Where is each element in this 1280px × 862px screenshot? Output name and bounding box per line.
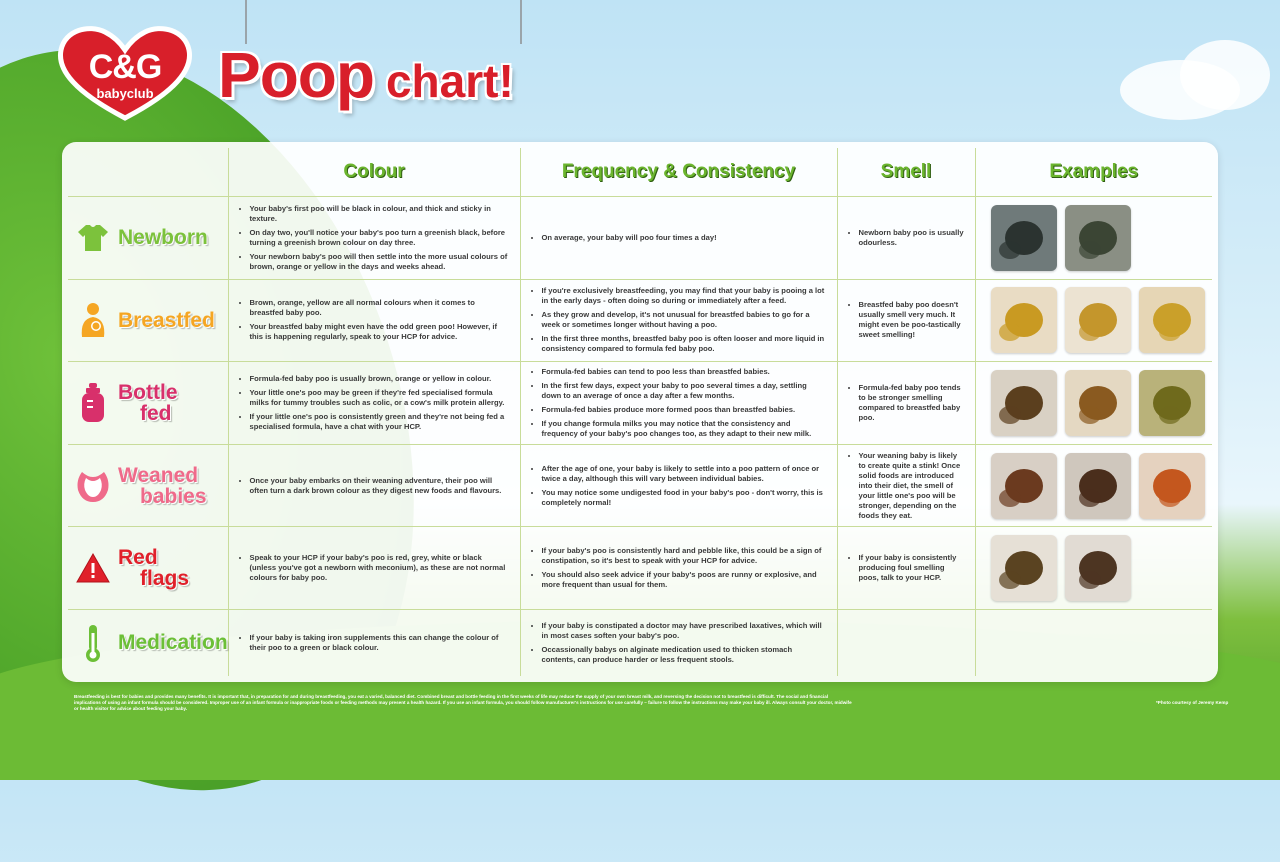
colour-cell	[228, 527, 520, 610]
example-photo	[991, 287, 1057, 353]
smell-list	[839, 383, 974, 423]
logo	[55, 22, 195, 122]
frequency-point: • You should also seek advice if your baby's poos are runny or explosive, and more frequent than usual for them.	[542, 570, 828, 590]
colour-point: • If your baby is taking iron supplements this can change the colour of their poo to a green or black colour.	[250, 633, 511, 653]
category-cell	[68, 527, 228, 610]
examples-cell	[975, 279, 1212, 362]
example-photo	[1139, 453, 1205, 519]
chart-row-bottlefed	[68, 362, 1212, 445]
hanger-string	[520, 0, 522, 44]
colour-cell	[228, 444, 520, 527]
frequency-point: • On average, your baby will poo four times a day!	[542, 233, 828, 243]
footer-disclaimer: Breastfeeding is best for babies and provides many benefits. It is important that, in preparation for and during breastfeeding, you eat a varied, balanced diet. Combined breast and bottle feeding in the first weeks of life may reduce the supply of your own breast milk, and reversing the decision not to breastfeed is difficult. The social and financial implications of using an infant formula should be considered. Improper use of an infant formula or inappropriate foods or feeding methods may present a health hazard. If you use an infant formula, you should follow manufacturer's instructions for use carefully – failure to follow the instructions may make your baby ill. Always consult your doctor, midwife or health visitor for advice about feeding your baby.	[74, 694, 852, 711]
smell-cell	[837, 362, 975, 445]
frequency-point: • If your baby's poo is consistently hard and pebble like, this could be a sign of constipation, so it's best to speak with your HCP for advice.	[542, 546, 828, 566]
example-photo	[991, 205, 1057, 271]
frequency-point: • If you're exclusively breastfeeding, you may find that your baby is pooing a lot in the early days - often doing so during or immediately after a feed.	[542, 286, 828, 306]
colour-cell	[228, 279, 520, 362]
colour-point: • Once your baby embarks on their weaning adventure, their poo will often turn a dark brown colour as they digest new foods and flavours.	[250, 476, 511, 496]
colour-list	[230, 374, 519, 432]
colour-point: • If your little one's poo is consistently green and they're not being fed a specialised formula, have a chat with your HCP.	[250, 412, 511, 432]
example-photo	[1139, 370, 1205, 436]
frequency-point: • Formula-fed babies can tend to poo less than breastfed babies.	[542, 367, 828, 377]
example-photo	[1139, 287, 1205, 353]
page-title	[218, 38, 514, 118]
smell-point: • Formula-fed baby poo tends to be stronger smelling compared to breastfed baby poo.	[859, 383, 966, 423]
header-empty	[68, 148, 228, 197]
colour-point: • Formula-fed baby poo is usually brown, orange or yellow in colour.	[250, 374, 511, 384]
colour-cell	[228, 609, 520, 676]
examples-cell	[975, 362, 1212, 445]
colour-point: • Your baby's first poo will be black in colour, and thick and sticky in texture.	[250, 204, 511, 224]
category-cell	[68, 362, 228, 445]
bottle-icon	[76, 383, 110, 423]
frequency-list	[522, 546, 836, 590]
frequency-list	[522, 286, 836, 354]
colour-cell	[228, 362, 520, 445]
warning-icon	[76, 548, 110, 588]
frequency-list	[522, 367, 836, 439]
frequency-point: • If you change formula milks you may notice that the consistency and frequency of your baby's poo changes too, as they adapt to their new milk.	[542, 419, 828, 439]
colour-point: • Your newborn baby's poo will then settle into the more usual colours of brown, orange or yellow in the days and weeks ahead.	[250, 252, 511, 272]
smell-cell	[837, 527, 975, 610]
bib-icon	[76, 466, 110, 506]
example-photo	[1065, 205, 1131, 271]
example-photo	[991, 535, 1057, 601]
colour-list	[230, 553, 519, 583]
category-label	[118, 465, 207, 507]
smell-list	[839, 553, 974, 583]
category-label-line: Weaned	[118, 463, 199, 487]
frequency-point: • Formula-fed babies produce more formed poos than breastfed babies.	[542, 405, 828, 415]
category-label-line: Newborn	[118, 226, 208, 250]
smell-point: • Breastfed baby poo doesn't usually smell very much. It might even be poo-tastically sweet smelling!	[859, 300, 966, 340]
frequency-cell	[520, 444, 837, 527]
category-label-line: Red	[118, 546, 158, 570]
frequency-cell	[520, 197, 837, 280]
smell-point: • If your baby is consistently producing foul smelling poos, talk to your HCP.	[859, 553, 966, 583]
colour-list	[230, 204, 519, 272]
category-label	[118, 382, 178, 424]
frequency-cell	[520, 609, 837, 676]
category-label	[118, 227, 208, 248]
category-label-line: Breastfed	[118, 308, 215, 332]
smell-list	[839, 451, 974, 521]
example-photo	[1065, 453, 1131, 519]
example-photo	[991, 453, 1057, 519]
logo-wordmark: C&G	[88, 48, 162, 86]
smell-cell	[837, 279, 975, 362]
examples-cell	[975, 444, 1212, 527]
cloud	[1180, 40, 1270, 110]
frequency-point: • After the age of one, your baby is likely to settle into a poo pattern of once or twice a day, although this will vary between individual babies.	[542, 464, 828, 484]
colour-list	[230, 298, 519, 342]
frequency-list	[522, 621, 836, 665]
example-photo	[991, 370, 1057, 436]
category-label-line: Bottle	[118, 380, 178, 404]
frequency-cell	[520, 362, 837, 445]
smell-cell	[837, 609, 975, 676]
colour-point: • On day two, you'll notice your baby's poo turn a greenish black, before turning a greenish brown colour on day three.	[250, 228, 511, 248]
smell-cell	[837, 444, 975, 527]
title-word-chart: chart!	[385, 55, 514, 107]
column-header-examples: Examples	[975, 148, 1212, 197]
examples-cell	[975, 197, 1212, 280]
frequency-cell	[520, 279, 837, 362]
colour-point: • Your breastfed baby might even have the odd green poo! However, if this is happening regularly, speak to your HCP for advice.	[250, 322, 511, 342]
smell-point: • Newborn baby poo is usually odourless.	[859, 228, 966, 248]
category-cell	[68, 609, 228, 676]
category-label	[118, 547, 189, 589]
colour-cell	[228, 197, 520, 280]
frequency-point: • In the first few days, expect your baby to poo several times a day, settling down to an average of once a day after a few months.	[542, 381, 828, 401]
category-label-line: babies	[140, 484, 207, 508]
chart-row-weaned	[68, 444, 1212, 527]
colour-point: • Your little one's poo may be green if they're fed specialised formula milks for tummy troubles such as colic, or a cow's milk protein allergy.	[250, 388, 511, 408]
chart-row-newborn	[68, 197, 1212, 280]
title-word-poop: Poop	[218, 39, 374, 111]
colour-point: • Speak to your HCP if your baby's poo is red, grey, white or black (unless you've got a newborn with meconium), as these are not normal colours for baby poo.	[250, 553, 511, 583]
examples-cell	[975, 609, 1212, 676]
category-cell	[68, 279, 228, 362]
column-header-colour: Colour	[228, 148, 520, 197]
column-header-smell: Smell	[837, 148, 975, 197]
colour-point: • Brown, orange, yellow are all normal colours when it comes to breastfed baby poo.	[250, 298, 511, 318]
chart-row-breastfed	[68, 279, 1212, 362]
category-label-line: Medication	[118, 631, 228, 655]
category-label	[118, 310, 215, 331]
category-cell	[68, 197, 228, 280]
frequency-point: • If your baby is constipated a doctor may have prescribed laxatives, which will in most cases soften your baby's poo.	[542, 621, 828, 641]
poop-chart-table	[68, 148, 1212, 676]
smell-list	[839, 300, 974, 340]
example-photo	[1065, 370, 1131, 436]
example-photo	[1065, 287, 1131, 353]
frequency-point: • You may notice some undigested food in your baby's poo - don't worry, this is completely normal!	[542, 488, 828, 508]
chart-row-redflags	[68, 527, 1212, 610]
frequency-point: • As they grow and develop, it's not unusual for breastfed babies to go for a week or sometimes longer without having a poo.	[542, 310, 828, 330]
header-row	[68, 148, 1212, 197]
colour-list	[230, 476, 519, 496]
chart-panel	[62, 142, 1218, 682]
frequency-point: • Occassionally babys on alginate medication used to thicken stomach contents, can produce harder or less frequent stools.	[542, 645, 828, 665]
logo-subtitle: babyclub	[96, 86, 154, 101]
category-label	[118, 632, 228, 653]
category-label-line: flags	[140, 567, 190, 591]
smell-point: • Your weaning baby is likely to create quite a stink! Once solid foods are introduced into their diet, the smell of your little one's poo will be stronger, depending on the foods they eat.	[859, 451, 966, 521]
category-cell	[68, 444, 228, 527]
column-header-frequency: Frequency & Consistency	[520, 148, 837, 197]
examples-cell	[975, 527, 1212, 610]
example-photo	[1065, 535, 1131, 601]
frequency-cell	[520, 527, 837, 610]
category-label-line: fed	[140, 401, 172, 425]
breastfeeding-icon	[76, 300, 110, 340]
smell-list	[839, 228, 974, 248]
chart-row-medication	[68, 609, 1212, 676]
onesie-icon	[76, 218, 110, 258]
frequency-list	[522, 464, 836, 508]
thermometer-icon	[76, 623, 110, 663]
frequency-point: • In the first three months, breastfed baby poo is often looser and more liquid in consistency compared to formula fed baby poo.	[542, 334, 828, 354]
colour-list	[230, 633, 519, 653]
photo-credit: *Photo courtesy of Jeremy Kemp	[1156, 700, 1229, 705]
smell-cell	[837, 197, 975, 280]
frequency-list	[522, 233, 836, 243]
